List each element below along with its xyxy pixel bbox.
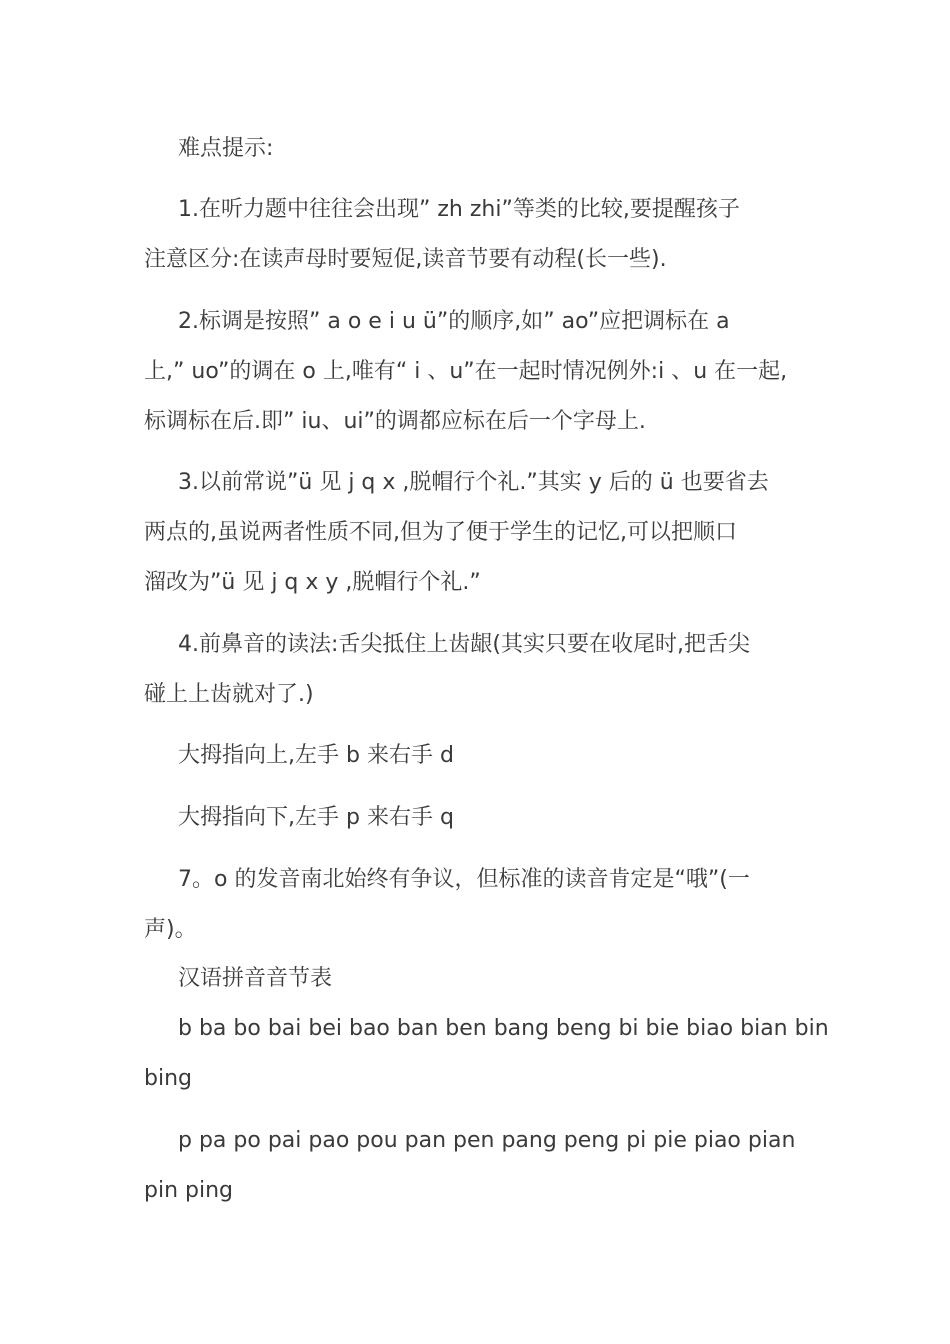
item-1-line-2: 注意区分:在读声母时要短促,读音节要有动程(长一些). (144, 247, 667, 272)
section-heading: 难点提示: (178, 136, 274, 161)
item-7-line-1: 7。o 的发音南北始终有争议，但标准的读音肯定是“哦”(一 (178, 867, 750, 892)
item-7-line-2: 声)。 (144, 917, 197, 942)
item-3-line-1: 3.以前常说”ü 见 j q x ,脱帽行个礼.”其实 y 后的 ü 也要省去 (178, 470, 769, 495)
item-2-line-2: 上,” uo”的调在 o 上,唯有“ i 、u”在一起时情况例外:i 、u 在一起, (144, 359, 788, 384)
syllable-row-p-line-2: pin ping (144, 1178, 233, 1203)
item-4-line-2: 碰上上齿就对了.) (144, 682, 314, 707)
item-3-line-2: 两点的,虽说两者性质不同,但为了便于学生的记忆,可以把顺口 (144, 520, 737, 545)
syllable-row-b-line-2: bing (144, 1066, 192, 1091)
syllable-row-p-line-1: p pa po pai pao pou pan pen pang peng pi pie piao pian (178, 1128, 796, 1153)
rhyme-line-2: 大拇指向下,左手 p 来右手 q (178, 805, 454, 830)
item-2-line-3: 标调标在后.即” iu、ui”的调都应标在后一个字母上. (144, 409, 646, 434)
syllable-row-b-line-1: b ba bo bai bei bao ban ben bang beng bi bie biao bian bin (178, 1016, 829, 1041)
table-title: 汉语拼音音节表 (178, 966, 333, 991)
item-3-line-3: 溜改为”ü 见 j q x y ,脱帽行个礼.” (144, 570, 481, 595)
item-4-line-1: 4.前鼻音的读法:舌尖抵住上齿龈(其实只要在收尾时,把舌尖 (178, 632, 750, 657)
item-1-line-1: 1.在听力题中往往会出现” zh zhi”等类的比较,要提醒孩子 (178, 197, 740, 222)
rhyme-line-1: 大拇指向上,左手 b 来右手 d (178, 743, 454, 768)
document-body (144, 0, 829, 1344)
item-2-line-1: 2.标调是按照” a o e i u ü”的顺序,如” ao”应把调标在 a (178, 309, 730, 334)
